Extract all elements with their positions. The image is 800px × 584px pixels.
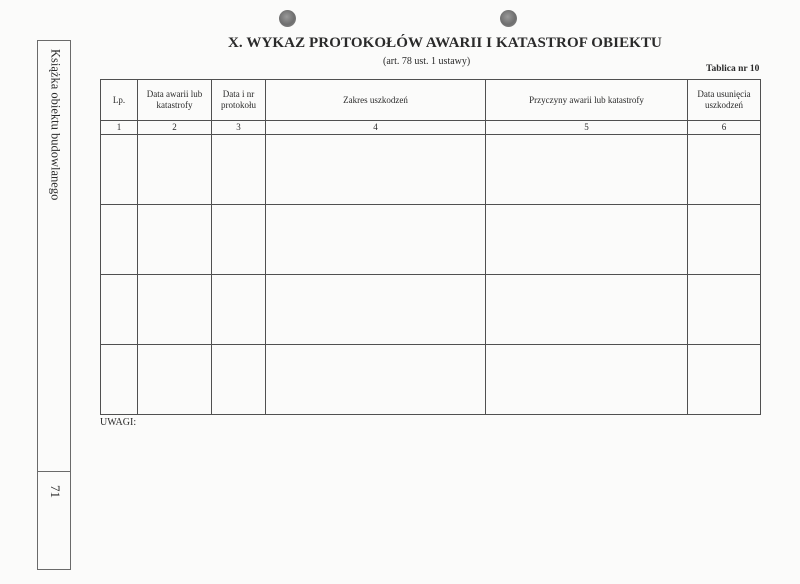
table-cell[interactable] [212,345,266,415]
table-cell[interactable] [138,205,212,275]
column-number: 4 [266,121,486,135]
column-header-incident-date: Data awarii lub katastrofy [138,80,212,121]
page-subtitle: (art. 78 ust. 1 ustawy) [383,56,471,67]
page-title: X. WYKAZ PROTOKOŁÓW AWARII I KATASTROF OBIEKTU [228,35,662,51]
table-cell[interactable] [138,135,212,205]
column-header-lp: Lp. [101,80,138,121]
table-cell[interactable] [486,135,688,205]
column-number: 6 [688,121,761,135]
table-cell[interactable] [212,135,266,205]
column-number: 5 [486,121,688,135]
page-number: 71 [48,485,63,498]
table-row [101,275,761,345]
table-cell[interactable] [486,275,688,345]
column-header-damage-scope: Zakres uszkodzeń [266,80,486,121]
table-row [101,135,761,205]
table-cell[interactable] [688,275,761,345]
spine-title: Książka obiektu budowlanego [48,49,63,201]
column-header-causes: Przyczyny awarii lub katastrofy [486,80,688,121]
book-spine [37,40,71,570]
column-number: 1 [101,121,138,135]
table-header-row [101,80,761,121]
column-number: 2 [138,121,212,135]
table-cell[interactable] [138,275,212,345]
table-cell[interactable] [101,345,138,415]
table-cell[interactable] [101,205,138,275]
column-header-repair-date: Data usunięcia uszkodzeń [688,80,761,121]
binder-hole-right [500,10,517,27]
table-cell[interactable] [688,345,761,415]
column-number-row [101,121,761,135]
table-cell[interactable] [266,205,486,275]
spine-divider [38,471,70,472]
incident-protocol-table [100,79,761,415]
table-cell[interactable] [486,345,688,415]
binder-hole-left [279,10,296,27]
table-cell[interactable] [212,275,266,345]
remarks-label: UWAGI: [100,417,137,428]
column-header-protocol-date-number: Data i nr protokołu [212,80,266,121]
table-cell[interactable] [266,275,486,345]
table-row [101,205,761,275]
table-cell[interactable] [266,345,486,415]
column-number: 3 [212,121,266,135]
table-cell[interactable] [101,135,138,205]
table-cell[interactable] [138,345,212,415]
table-cell[interactable] [101,275,138,345]
table-number: Tablica nr 10 [706,64,760,74]
table-cell[interactable] [266,135,486,205]
table-cell[interactable] [688,205,761,275]
table-cell[interactable] [688,135,761,205]
table-cell[interactable] [486,205,688,275]
table-row [101,345,761,415]
table-cell[interactable] [212,205,266,275]
